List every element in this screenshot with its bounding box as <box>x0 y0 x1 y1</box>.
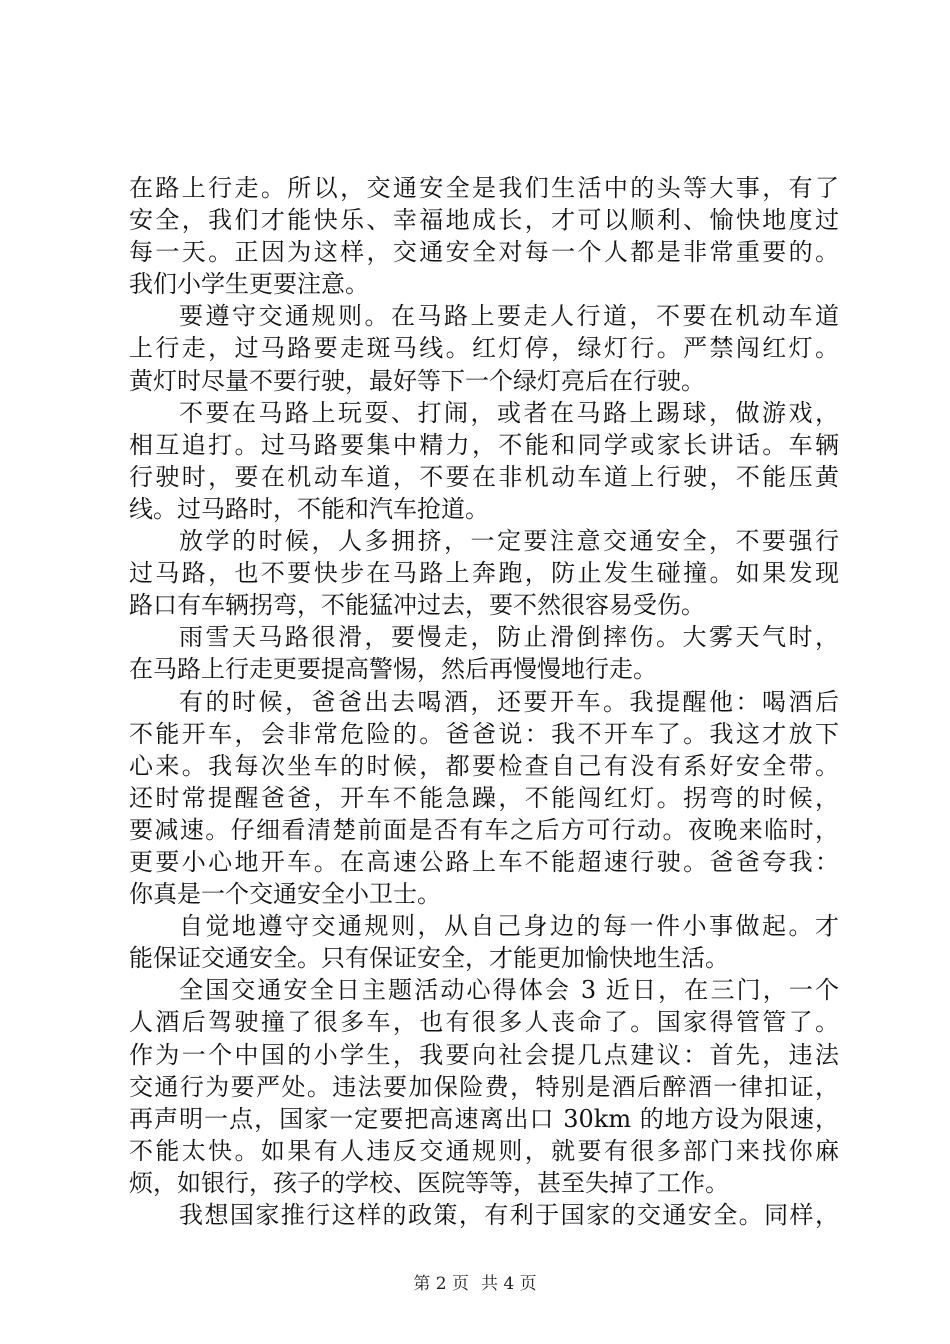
text-line: 更要小心地开车。在高速公路上车不能超速行驶。爸爸夸我： <box>129 847 839 876</box>
page-total: 共 4 页 <box>481 1274 537 1294</box>
text-line: 相互追打。过马路要集中精力，不能和同学或家长讲话。车辆 <box>129 430 839 459</box>
text-line: 不要在马路上玩耍、打闹，或者在马路上踢球，做游戏， <box>179 398 839 427</box>
text-line: 人酒后驾驶撞了很多车，也有很多人丧命了。国家得管管了。 <box>129 1008 839 1037</box>
text-line: 在马路上行走更要提高警惕，然后再慢慢地行走。 <box>129 655 657 684</box>
text-line: 我想国家推行这样的政策，有利于国家的交通安全。同样， <box>179 1201 839 1229</box>
page-number: 第 2 页 <box>413 1274 469 1294</box>
text-line: 黄灯时尽量不要行驶，最好等下一个绿灯亮后在行驶。 <box>129 366 705 395</box>
page-footer <box>0 1274 950 1294</box>
text-line: 过马路，也不要快步在马路上奔跑，防止发生碰撞。如果发现 <box>129 559 839 588</box>
text-line: 全国交通安全日主题活动心得体会 3 近日，在三门，一个 <box>179 976 839 1005</box>
text-line: 在路上行走。所以，交通安全是我们生活中的头等大事，有了 <box>129 174 839 202</box>
text-line: 安全，我们才能快乐、幸福地成长，才可以顺利、愉快地度过 <box>129 206 839 235</box>
document-body <box>129 172 839 1231</box>
text-line: 要减速。仔细看清楚前面是否有车之后方可行动。夜晚来临时， <box>129 815 839 844</box>
text-line: 不能开车，会非常危险的。爸爸说：我不开车了。我这才放下 <box>129 719 839 748</box>
text-line: 每一天。正因为这样，交通安全对每一个人都是非常重要的。 <box>129 238 839 267</box>
text-line: 还时常提醒爸爸，开车不能急躁，不能闯红灯。拐弯的时候， <box>129 783 839 812</box>
text-line: 有的时候，爸爸出去喝酒，还要开车。我提醒他：喝酒后 <box>179 687 839 716</box>
text-line: 不能太快。如果有人违反交通规则，就要有很多部门来找你麻 <box>129 1136 839 1165</box>
text-line: 自觉地遵守交通规则，从自己身边的每一件小事做起。才 <box>179 912 839 941</box>
text-line: 线。过马路时，不能和汽车抢道。 <box>129 494 489 523</box>
text-line: 行驶时，要在机动车道，不要在非机动车道上行驶，不能压黄 <box>129 462 839 491</box>
text-line: 心来。我每次坐车的时候，都要检查自己有没有系好安全带。 <box>129 751 839 780</box>
text-line: 路口有车辆拐弯，不能猛冲过去，要不然很容易受伤。 <box>129 591 705 620</box>
text-line: 再声明一点，国家一定要把高速离出口 30km 的地方设为限速， <box>129 1104 839 1133</box>
text-line: 交通行为要严处。违法要加保险费，特别是酒后醉酒一律扣证， <box>129 1072 839 1101</box>
text-line: 上行走，过马路要走斑马线。红灯停，绿灯行。严禁闯红灯。 <box>129 334 839 363</box>
text-line: 放学的时候，人多拥挤，一定要注意交通安全，不要强行 <box>179 527 839 556</box>
text-line: 你真是一个交通安全小卫士。 <box>129 880 441 909</box>
text-line: 要遵守交通规则。在马路上要走人行道，不要在机动车道 <box>179 302 839 331</box>
text-line: 烦，如银行，孩子的学校、医院等等，甚至失掉了工作。 <box>129 1168 729 1197</box>
text-line: 我们小学生更要注意。 <box>129 270 369 299</box>
text-line: 作为一个中国的小学生，我要向社会提几点建议：首先，违法 <box>129 1040 839 1069</box>
text-line: 能保证交通安全。只有保证安全，才能更加愉快地生活。 <box>129 944 729 973</box>
text-line: 雨雪天马路很滑，要慢走，防止滑倒摔伤。大雾天气时， <box>179 623 839 652</box>
